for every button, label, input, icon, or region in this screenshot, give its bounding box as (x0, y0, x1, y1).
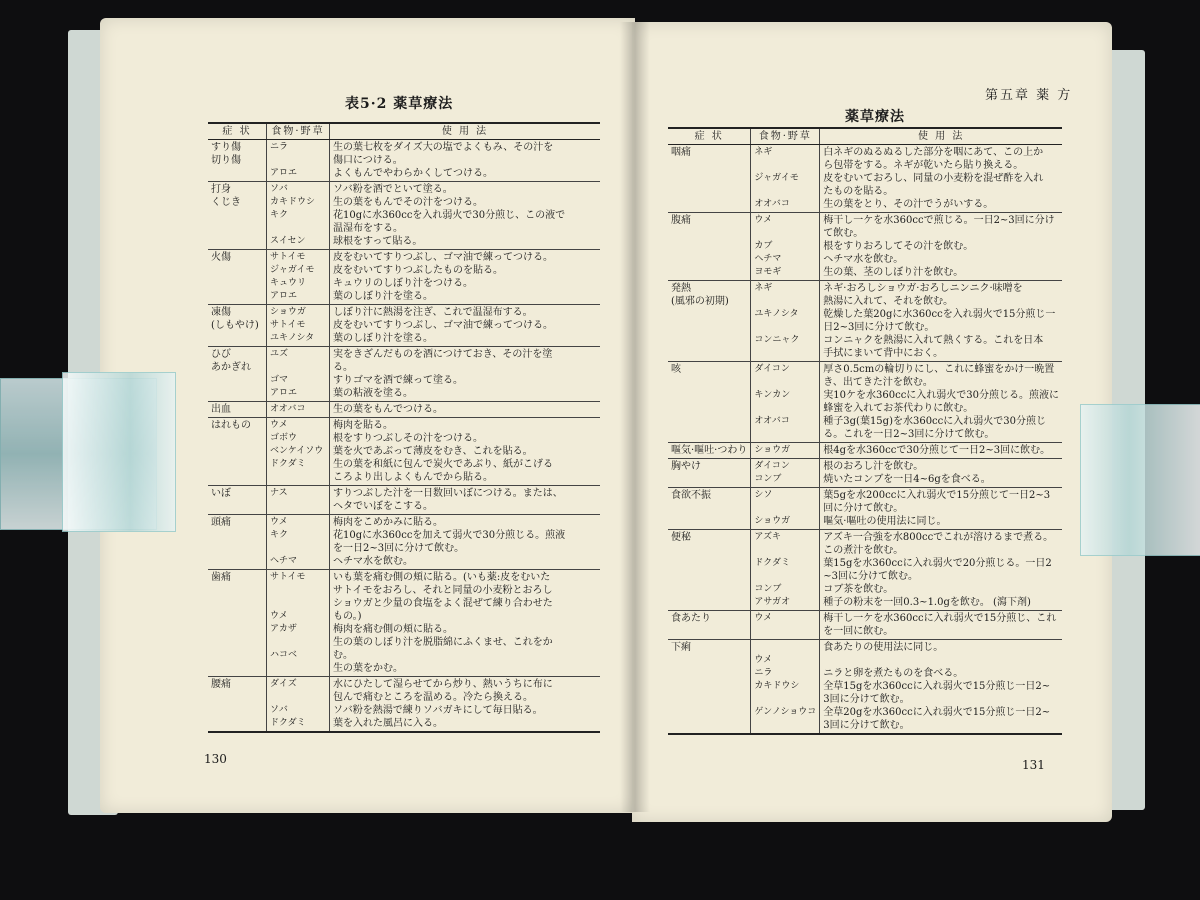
symptom-cell-line: はれもの (211, 420, 251, 431)
food-cell-line (754, 570, 816, 583)
usage-cell-line: 梅干し一ケを水360ccに入れ弱火で15分煎じ、これ (823, 613, 1057, 624)
usage-cell-line: 皮をむいてすりつぶし、ゴマ油で練ってつける。 (333, 320, 553, 331)
food-cell-line: ヨモギ (754, 267, 782, 277)
symptom-cell (668, 530, 751, 611)
food-cell-line: ユズ (270, 349, 289, 359)
food-cell (267, 677, 330, 733)
food-cell-line: アロエ (270, 291, 298, 301)
food-cell (751, 488, 820, 530)
usage-cell (330, 515, 601, 570)
food-cell-line: ベンケイソウ (270, 446, 324, 456)
food-cell-line: サトイモ (270, 572, 306, 582)
usage-cell (330, 677, 601, 733)
usage-cell-line: たものを貼る。 (823, 186, 894, 197)
food-cell-line (270, 584, 326, 597)
usage-cell-line: 厚さ0.5cmの輪切りにし、これに蜂蜜をかけ一晩置 (823, 364, 1055, 375)
food-cell-line: ネギ (754, 147, 773, 157)
food-cell-line: ドクダミ (754, 558, 790, 568)
usage-cell-line: ヘチマ水を飲む。 (333, 556, 413, 567)
usage-cell (330, 140, 601, 182)
food-cell-line: キンカン (754, 390, 791, 400)
food-cell (751, 213, 820, 281)
food-cell (751, 459, 820, 488)
symptom-cell (208, 402, 267, 418)
usage-cell-line: いも葉を痛む側の頬に貼る。(いも薬:皮をむいた (333, 572, 551, 583)
usage-cell-line: 全草15gを水360ccに入れ弱火で15分煎じ一日2~ (823, 681, 1051, 692)
usage-cell-line: ニラと卵を煮たものを食べる。 (823, 668, 964, 679)
food-cell-line: ショウガ (754, 516, 791, 526)
symptom-cell-line: 火傷 (211, 252, 231, 263)
usage-cell (820, 611, 1062, 640)
food-cell-line: アサガオ (754, 597, 791, 607)
usage-cell-line: すりゴマを酒で練って塗る。 (333, 375, 463, 386)
symptom-cell-line: 食欲不振 (671, 490, 711, 501)
food-cell-line (754, 376, 816, 389)
col-header-usage: 使 用 法 (330, 123, 601, 140)
table-row (208, 677, 600, 733)
usage-cell-line: 白ネギのぬるぬるした部分を咽にあて、この上か (823, 147, 1044, 158)
usage-cell-line: 種子の粉末を一回0.3~1.0gを飲む。 (瀉下剤) (823, 597, 1031, 608)
usage-cell-line: 温湿布をする。 (333, 223, 403, 234)
usage-cell-line: 生の葉七枚をダイズ大の塩でよくもみ、その汁を (333, 142, 554, 153)
usage-cell-line: 皮をむいてすりつぶし、ゴマ油で練ってつける。 (333, 252, 553, 263)
usage-cell-line: 生の葉をかむ。 (333, 663, 403, 674)
usage-cell-line: 皮をむいておろし、同量の小麦粉を混ぜ酢を入れ (823, 173, 1044, 184)
food-cell-line: コンニャク (754, 335, 800, 345)
usage-cell-line: 生の葉を和紙に包んで炭火であぶり、紙がこげる (333, 459, 553, 470)
food-cell-line: オオバコ (754, 199, 790, 209)
table-row (208, 182, 600, 250)
usage-cell-line: ヘチマ水を飲む。 (823, 254, 904, 265)
food-cell (751, 362, 820, 443)
usage-cell-line: 3回に分けて飲む。 (823, 694, 910, 705)
symptom-cell (208, 486, 267, 515)
usage-cell-line: 実10ケを水360ccに入れ弱火で30分煎じる。煎液に (823, 390, 1060, 401)
table-row (668, 611, 1062, 640)
table-row (208, 347, 600, 402)
herb-table-right (668, 127, 1062, 735)
acrylic-book-weight-right (1080, 404, 1200, 556)
symptom-cell-line: 食あたり (671, 613, 711, 624)
food-cell-line: カキドウシ (270, 197, 316, 207)
symptom-cell (668, 213, 751, 281)
usage-cell (330, 305, 601, 347)
food-cell (751, 640, 820, 735)
table-row (208, 305, 600, 347)
usage-cell-line: を一回に飲む。 (823, 626, 894, 637)
usage-cell-line: 全草20gを水360ccに入れ弱火で15分煎じ一日2~ (823, 707, 1051, 718)
food-cell-line: ショウガ (754, 445, 791, 455)
food-cell-line (754, 502, 816, 515)
usage-cell (820, 281, 1062, 362)
usage-cell-line: 包んで痛むところを温める。冷たら換える。 (333, 692, 533, 703)
usage-cell (820, 459, 1062, 488)
food-cell-line: アロエ (270, 168, 298, 178)
food-cell-line (754, 227, 816, 240)
usage-cell-line: よくもんでやわらかくしてつける。 (333, 168, 493, 179)
usage-cell-line: 食あたりの使用法に同じ。 (823, 642, 944, 653)
food-cell-line (754, 159, 816, 172)
food-cell (751, 443, 820, 459)
food-cell (267, 515, 330, 570)
usage-cell-line: ソバ粉を熱湯で練りソバガキにして毎日貼る。 (333, 705, 543, 716)
usage-cell-line: ソバ粉を酒でといて塗る。 (333, 184, 453, 195)
usage-cell (820, 145, 1062, 213)
food-cell-line: ドクダミ (270, 718, 306, 728)
food-cell (267, 140, 330, 182)
table-row (208, 515, 600, 570)
chapter-header: 第五章 薬 方 (985, 88, 1073, 103)
food-cell (751, 611, 820, 640)
food-cell-line: カブ (754, 241, 773, 251)
herb-table-left (208, 122, 600, 733)
col-header-usage: 使 用 法 (820, 128, 1062, 145)
food-cell-line (754, 295, 816, 308)
symptom-cell-line: (風邪の初期) (671, 296, 729, 307)
usage-cell-line: コブ茶を飲む。 (823, 584, 894, 595)
table-row (208, 486, 600, 515)
symptom-cell-line: 頭痛 (211, 517, 231, 528)
food-cell-line: ユキノシタ (270, 333, 315, 343)
food-cell-line: ダイコン (754, 364, 790, 374)
usage-cell-line: 花10gに水360ccを入れ弱火で30分煎じ、この液で (333, 210, 566, 221)
usage-cell-line: しぼり汁に熱湯を注ぎ、これで温湿布する。 (333, 307, 533, 318)
food-cell-line: ゴマ (270, 375, 289, 385)
symptom-cell (668, 362, 751, 443)
symptom-cell (208, 677, 267, 733)
food-cell (267, 182, 330, 250)
usage-cell (820, 530, 1062, 611)
usage-cell-line: 水にひたして湿らせてから炒り、熱いうちに布に (333, 679, 553, 690)
food-cell-line: アカザ (270, 624, 297, 634)
usage-cell-line: 梅肉をこめかみに貼る。 (333, 517, 443, 528)
usage-cell-line: 焼いたコンブを一日4~6gを食べる。 (823, 474, 991, 485)
usage-cell-line: コンニャクを熱湯に入れて熱くする。これを日本 (823, 335, 1044, 346)
food-cell-line: ユキノシタ (754, 309, 799, 319)
food-cell-line (270, 691, 326, 704)
food-cell-line: アズキ (754, 532, 781, 542)
usage-cell-line: 根をすりおろしてその汁を飲む。 (823, 241, 974, 252)
usage-cell-line: もの。) (333, 611, 362, 622)
usage-cell-line: 葉5gを水200ccに入れ弱火で15分煎じて一日2~3 (823, 490, 1051, 501)
usage-cell-line: ころより出しよくもんでから貼る。 (333, 472, 493, 483)
symptom-cell-line: 胸やけ (671, 461, 701, 472)
food-cell-line (754, 544, 816, 557)
food-cell-line: ゴボウ (270, 433, 298, 443)
table-row (668, 530, 1062, 611)
usage-cell-line: を一日2~3回に分けて飲む。 (333, 543, 465, 554)
usage-cell (820, 362, 1062, 443)
food-cell-line (754, 402, 816, 415)
usage-cell (330, 570, 601, 677)
usage-cell (330, 250, 601, 305)
symptom-cell-line: 咳 (671, 364, 681, 375)
food-cell (267, 347, 330, 402)
symptom-cell (668, 459, 751, 488)
usage-cell (820, 443, 1062, 459)
usage-cell-line: 根4gを水360ccで30分煎じて一日2~3回に飲む。 (823, 445, 1051, 456)
symptom-cell-line: (しもやけ) (211, 320, 259, 331)
usage-cell-line: 種子3g(葉15g)を水360ccに入れ弱火で30分煎じ (823, 416, 1046, 427)
food-cell-line (270, 597, 326, 610)
food-cell-line: ジャガイモ (270, 265, 315, 275)
col-header-symptom: 症 状 (668, 128, 751, 145)
symptom-cell (208, 515, 267, 570)
page-number-right: 131 (1022, 758, 1045, 772)
col-header-symptom: 症 状 (208, 123, 267, 140)
symptom-cell-line: 便秘 (671, 532, 691, 543)
usage-cell-line: 嘔気·嘔吐の使用法に同じ。 (823, 516, 947, 527)
symptom-cell (208, 140, 267, 182)
food-cell (267, 418, 330, 486)
food-cell-line: スイセン (270, 236, 306, 246)
food-cell-line: ウメ (270, 517, 288, 527)
table-row (208, 402, 600, 418)
col-header-food: 食物·野草 (751, 128, 820, 145)
usage-cell (330, 182, 601, 250)
food-cell-line: ウメ (754, 215, 773, 225)
food-cell (267, 402, 330, 418)
symptom-cell (208, 418, 267, 486)
symptom-cell-line: 下痢 (671, 642, 691, 653)
usage-cell (330, 486, 601, 515)
usage-cell-line: 回に分けて飲む。 (823, 503, 904, 514)
table-row (208, 250, 600, 305)
symptom-cell-line: ひび (211, 349, 231, 360)
usage-cell-line: サトイモをおろし、それと同量の小麦粉とおろし (333, 585, 553, 596)
food-cell-line: キク (270, 530, 289, 540)
food-cell-line: ヘチマ (754, 254, 782, 264)
symptom-cell-line: 嘔気·嘔吐·つわり (671, 445, 748, 456)
table-row (668, 488, 1062, 530)
usage-cell (330, 347, 601, 402)
table-row (668, 145, 1062, 213)
food-cell-line: サトイモ (270, 252, 306, 262)
food-cell-line: ダイコン (754, 461, 790, 471)
usage-cell-line: る。これを一日2~3回に分けて飲む。 (823, 429, 995, 440)
food-cell-line: ソバ (270, 705, 288, 715)
book-gutter (620, 22, 650, 812)
food-cell-line: オオバコ (270, 404, 306, 414)
food-cell-line: アロエ (270, 388, 298, 398)
usage-cell-line: 葉のしぼり汁を塗る。 (333, 291, 433, 302)
usage-cell-line: む。 (333, 650, 353, 661)
usage-cell-line: 葉を火であぶって薄皮をむき、これを貼る。 (333, 446, 533, 457)
page-number-left: 130 (204, 752, 227, 766)
symptom-cell (668, 443, 751, 459)
right-table-title: 薬草療法 (845, 109, 905, 125)
usage-cell-line: き、出てきた汁を飲む。 (823, 377, 933, 388)
symptom-cell-line: 出血 (211, 404, 231, 415)
usage-cell-line: 葉を入れた風呂に入る。 (333, 718, 443, 729)
food-cell-line (270, 154, 326, 167)
usage-cell-line: ~3回に分けて飲む。 (823, 571, 919, 582)
table-row (668, 362, 1062, 443)
food-cell-line: ニラ (270, 142, 289, 152)
symptom-cell-line: 凍傷 (211, 307, 231, 318)
food-cell (751, 530, 820, 611)
usage-cell-line: 根をすりつぶしその汁をつける。 (333, 433, 483, 444)
food-cell-line: キュウリ (270, 278, 307, 288)
food-cell (751, 145, 820, 213)
food-cell-line: ウメ (270, 611, 288, 621)
food-cell-line: ドクダミ (270, 459, 306, 469)
food-cell-line: ダイズ (270, 679, 297, 689)
usage-cell-line: る。 (333, 362, 353, 373)
symptom-cell-line: 腹痛 (671, 215, 691, 226)
food-cell-line (270, 222, 326, 235)
food-cell-line: コンブ (754, 474, 782, 484)
food-cell-line: ウメ (754, 613, 773, 623)
symptom-cell (668, 488, 751, 530)
table-row (208, 418, 600, 486)
table-row (668, 640, 1062, 735)
food-cell-line: ウメ (754, 655, 773, 665)
food-cell-line: オオバコ (754, 416, 790, 426)
usage-cell-line: 葉のしぼり汁を塗る。 (333, 333, 433, 344)
food-cell-line: ハコベ (270, 650, 298, 660)
usage-cell-line: 手拭にまいて背中におく。 (823, 348, 944, 359)
symptom-cell-line: 咽痛 (671, 147, 691, 158)
usage-cell (330, 402, 601, 418)
food-cell-line (270, 361, 326, 374)
symptom-cell (668, 611, 751, 640)
usage-cell-line: 生の葉をもんでその汁をつける。 (333, 197, 483, 208)
food-cell (267, 305, 330, 347)
food-cell-line: キク (270, 210, 289, 220)
usage-cell-line: 生の葉、茎のしぼり汁を飲む。 (823, 267, 964, 278)
symptom-cell-line: 切り傷 (211, 155, 241, 166)
food-cell (267, 250, 330, 305)
food-cell-line (270, 542, 326, 555)
usage-cell-line (823, 654, 1059, 667)
usage-cell-line: 乾燥した葉20gに水360ccを入れ弱火で15分煎じ一 (823, 309, 1056, 320)
symptom-cell (208, 250, 267, 305)
food-cell-line: ジャガイモ (754, 173, 799, 183)
usage-cell-line: 熱湯に入れて、それを飲む。 (823, 296, 954, 307)
symptom-cell (668, 640, 751, 735)
table-row (668, 213, 1062, 281)
acrylic-book-weight-left-end (62, 372, 176, 532)
symptom-cell (208, 570, 267, 677)
food-cell-line: ニラ (754, 668, 773, 678)
food-cell (751, 281, 820, 362)
symptom-cell-line: いぼ (211, 488, 231, 499)
table-row (668, 459, 1062, 488)
table-row (208, 570, 600, 677)
food-cell-line: ウメ (270, 420, 288, 430)
symptom-cell (668, 145, 751, 213)
symptom-cell-line: 打身 (211, 184, 231, 195)
usage-cell-line: 生の葉のしぼり汁を脱脂綿にふくませ、これをか (333, 637, 553, 648)
usage-cell-line: 生の葉をもんでつける。 (333, 404, 443, 415)
usage-cell-line: 3回に分けて飲む。 (823, 720, 910, 731)
usage-cell-line: 根のおろし汁を飲む。 (823, 461, 924, 472)
symptom-cell-line: 腰痛 (211, 679, 231, 690)
symptom-cell (668, 281, 751, 362)
table-row (668, 443, 1062, 459)
usage-cell (820, 213, 1062, 281)
usage-cell (820, 640, 1062, 735)
usage-cell-line: 球根をすって貼る。 (333, 236, 423, 247)
symptom-cell (208, 182, 267, 250)
usage-cell-line: 蜂蜜を入れてお茶代わりに飲む。 (823, 403, 974, 414)
usage-cell (820, 488, 1062, 530)
symptom-cell (208, 347, 267, 402)
food-cell-line (754, 693, 816, 706)
symptom-cell-line: あかぎれ (211, 362, 251, 373)
food-cell (267, 570, 330, 677)
food-cell-line: シソ (754, 490, 773, 500)
food-cell-line (270, 636, 326, 649)
usage-cell-line: 皮をむいてすりつぶしたものを貼る。 (333, 265, 503, 276)
usage-cell-line: 実をきざんだものを酒につけておき、その汁を塗 (333, 349, 553, 360)
table-row (208, 140, 600, 182)
usage-cell-line: 花10gに水360ccを加えて弱火で30分煎じる。煎液 (333, 530, 566, 541)
food-cell-line (754, 185, 816, 198)
food-cell-line (754, 321, 816, 334)
symptom-cell (208, 305, 267, 347)
usage-cell-line: すりつぶした汁を一日数回いぼにつける。または、 (333, 488, 563, 499)
food-cell-line: ナス (270, 488, 288, 498)
symptom-cell-line: くじき (211, 197, 241, 208)
usage-cell-line: アズキ一合強を水800ccでこれが溶けるまで煮る。 (823, 532, 1054, 543)
usage-cell-line: 傷口につける。 (333, 155, 403, 166)
usage-cell-line: 生の葉をとり、その汁でうがいする。 (823, 199, 994, 210)
usage-cell-line: て飲む。 (823, 228, 864, 239)
usage-cell-line: キュウリのしぼり汁をつける。 (333, 278, 473, 289)
food-cell-line: カキドウシ (754, 681, 800, 691)
food-cell-line: ネギ (754, 283, 773, 293)
usage-cell-line: 葉15gを水360ccに入れ弱火で20分煎じる。一日2 (823, 558, 1052, 569)
symptom-cell-line: 発熱 (671, 283, 691, 294)
usage-cell-line: 梅肉を痛む側の頬に貼る。 (333, 624, 453, 635)
left-table-title: 表5·2 薬草療法 (345, 96, 454, 112)
usage-cell-line: ら包帯をする。ネギが乾いたら貼り換える。 (823, 160, 1024, 171)
usage-cell-line: ヘタでいぼをこする。 (333, 501, 433, 512)
usage-cell-line: 葉の粘液を塗る。 (333, 388, 413, 399)
usage-cell-line: 梅干し一ケを水360ccで煎じる。一日2~3回に分け (823, 215, 1055, 226)
usage-cell-line: ショウガと少量の食塩をよく混ぜて練り合わせた (333, 598, 553, 609)
usage-cell-line: 日2~3回に分けて飲む。 (823, 322, 935, 333)
usage-cell-line: この煮汁を飲む。 (823, 545, 904, 556)
col-header-food: 食物·野草 (267, 123, 330, 140)
symptom-cell-line: 歯痛 (211, 572, 231, 583)
food-cell-line (754, 641, 816, 654)
usage-cell (330, 418, 601, 486)
food-cell-line: ソバ (270, 184, 288, 194)
usage-cell-line: 梅肉を貼る。 (333, 420, 393, 431)
food-cell-line: ヘチマ (270, 556, 298, 566)
symptom-cell-line: すり傷 (211, 142, 241, 153)
food-cell-line: ゲンノショウコ (754, 707, 817, 717)
food-cell-line: サトイモ (270, 320, 306, 330)
food-cell-line: コンブ (754, 584, 782, 594)
table-row (668, 281, 1062, 362)
food-cell (267, 486, 330, 515)
food-cell-line: ショウガ (270, 307, 306, 317)
usage-cell-line: ネギ·おろしショウガ·おろしニンニク·味噌を (823, 283, 1023, 294)
